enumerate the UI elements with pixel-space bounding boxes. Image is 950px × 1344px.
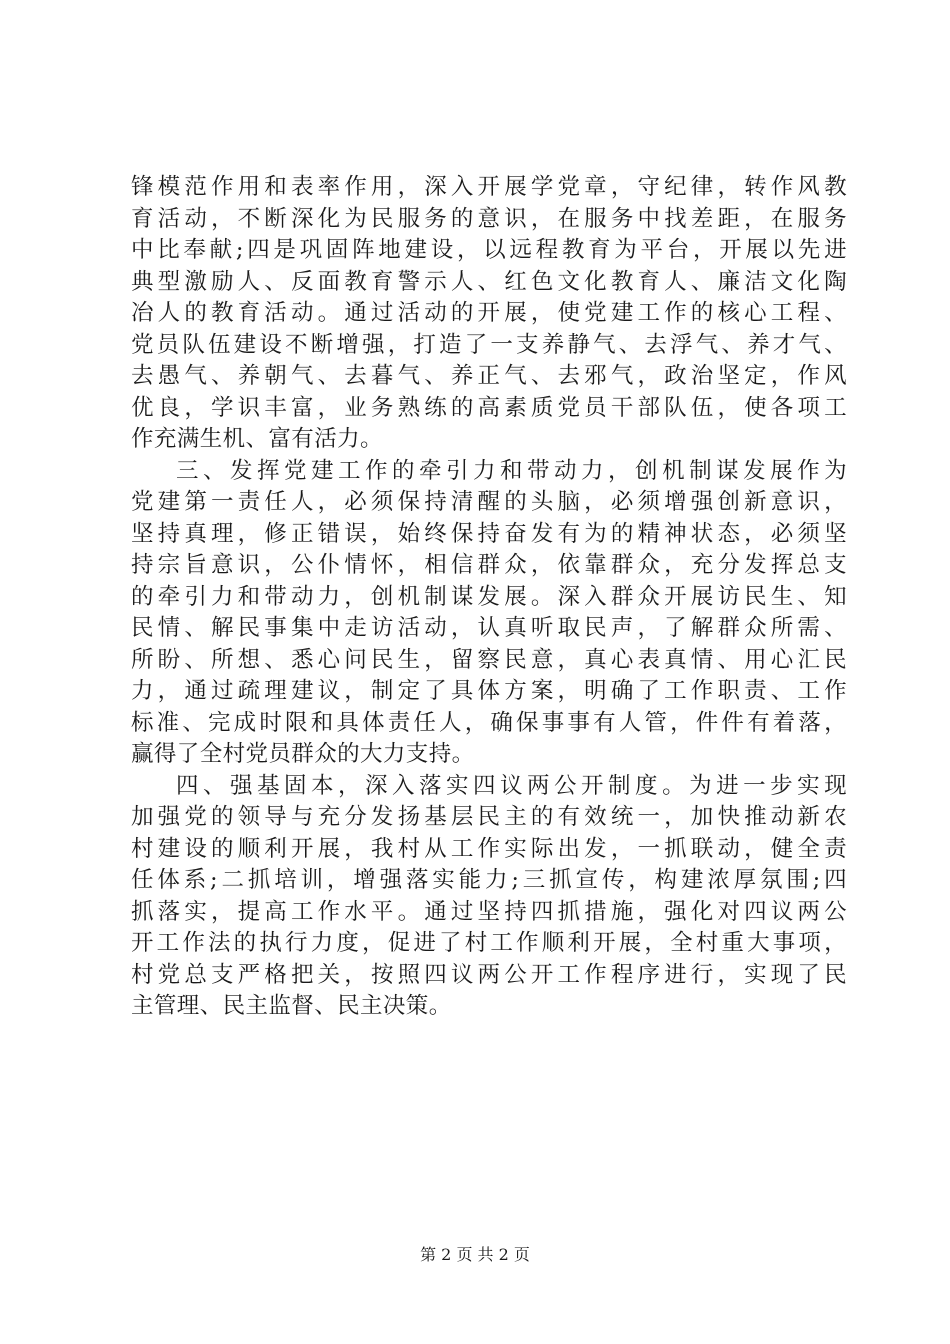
paragraph	[131, 771, 847, 1023]
text-line: 坚持真理，修正错误，始终保持奋发有为的精神状态，必须坚	[131, 520, 847, 547]
paragraph	[131, 172, 847, 456]
text-line: 党建第一责任人，必须保持清醒的头脑，必须增强创新意识，	[131, 489, 847, 515]
text-line: 开工作法的执行力度，促进了村工作顺利开展，全村重大事项，	[131, 930, 847, 956]
text-line: 村党总支严格把关，按照四议两公开工作程序进行，实现了民	[131, 961, 847, 988]
text-line: 所盼、所想、悉心问民生，留察民意，真心表真情、用心汇民	[131, 646, 847, 673]
text-line: 锋模范作用和表率作用，深入开展学党章，守纪律，转作风教	[131, 174, 847, 200]
text-line: 三、发挥党建工作的牵引力和带动力，创机制谋发展作为	[176, 457, 847, 484]
text-line: 抓落实，提高工作水平。通过坚持四抓措施，强化对四议两公	[131, 898, 847, 925]
text-line: 冶人的教育活动。通过活动的开展，使党建工作的核心工程、	[131, 300, 847, 326]
paragraph	[131, 456, 847, 771]
text-line: 典型激励人、反面教育警示人、红色文化教育人、廉洁文化陶	[131, 268, 847, 295]
text-line: 主管理、民主监督、民主决策。	[131, 993, 452, 1019]
text-line: 四、强基固本，深入落实四议两公开制度。为进一步实现	[176, 772, 847, 799]
text-line: 党员队伍建设不断增强，打造了一支养静气、去浮气、养才气、	[131, 331, 847, 358]
text-line: 中比奉献;四是巩固阵地建设，以远程教育为平台，开展以先进	[131, 237, 847, 263]
text-line: 育活动，不断深化为民服务的意识，在服务中找差距，在服务	[131, 205, 847, 232]
text-line: 的牵引力和带动力，创机制谋发展。深入群众开展访民生、知	[131, 583, 847, 610]
text-line: 加强党的领导与充分发扬基层民主的有效统一，加快推动新农	[131, 804, 847, 830]
text-line: 民情、解民事集中走访活动，认真听取民声，了解群众所需、	[131, 615, 847, 641]
text-line: 作充满生机、富有活力。	[131, 426, 383, 452]
text-line: 标准、完成时限和具体责任人，确保事事有人管，件件有着落，	[131, 709, 847, 736]
text-line: 力，通过疏理建议，制定了具体方案，明确了工作职责、工作	[131, 678, 847, 704]
text-line: 赢得了全村党员群众的大力支持。	[131, 741, 475, 767]
page-footer: 第 2 页 共 2 页	[420, 1245, 530, 1264]
document-body	[131, 172, 847, 1023]
text-line: 任体系;二抓培训，增强落实能力;三抓宣传，构建浓厚氛围;四	[131, 867, 847, 893]
text-line: 去愚气、养朝气、去暮气、养正气、去邪气，政治坚定，作风	[131, 363, 847, 389]
text-line: 优良，学识丰富，业务熟练的高素质党员干部队伍，使各项工	[131, 394, 847, 421]
text-line: 持宗旨意识，公仆情怀，相信群众，依靠群众，充分发挥总支	[131, 552, 847, 578]
text-line: 村建设的顺利开展，我村从工作实际出发，一抓联动，健全责	[131, 835, 847, 862]
